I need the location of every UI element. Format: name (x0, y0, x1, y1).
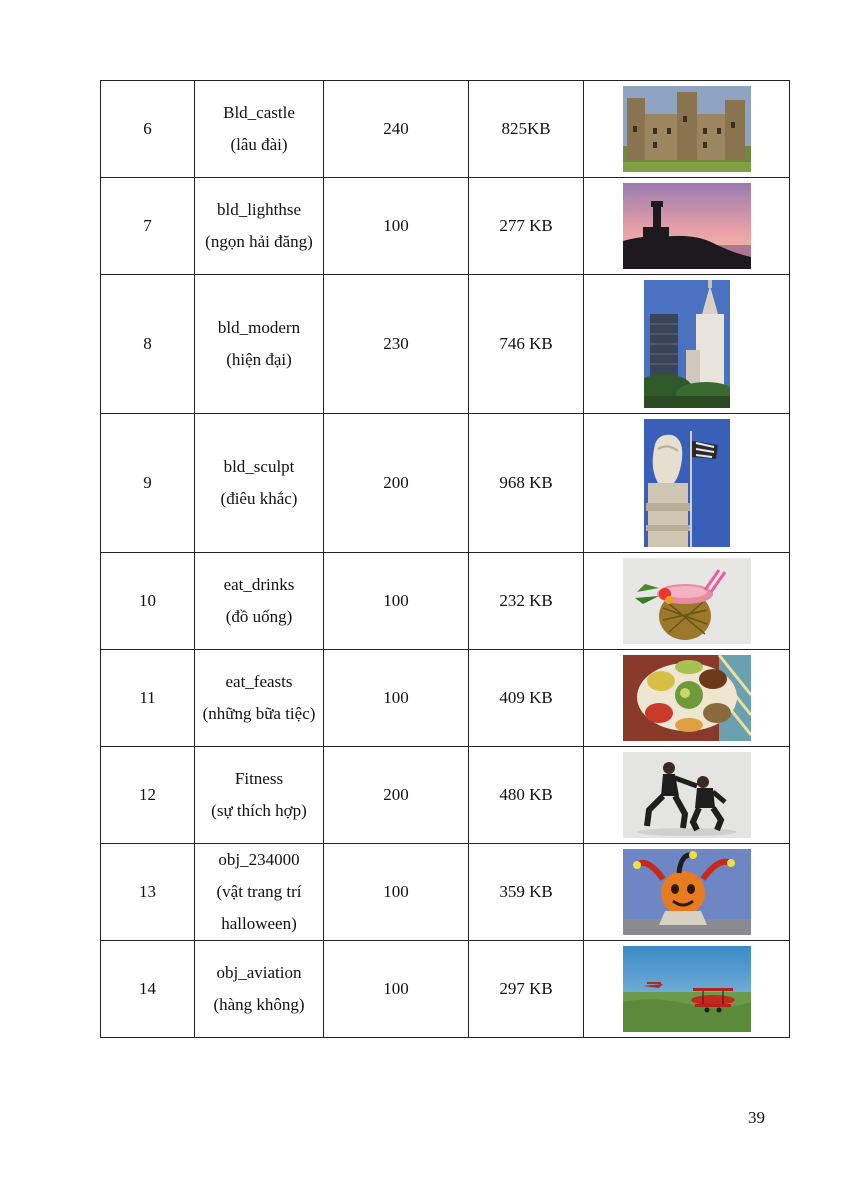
image-count: 100 (324, 650, 469, 747)
table-row (101, 941, 790, 1038)
category-cell (195, 747, 324, 844)
image-count: 240 (324, 81, 469, 178)
page-number: 39 (748, 1108, 765, 1127)
table-row (101, 553, 790, 650)
category-cell (195, 844, 324, 941)
category-name: eat_drinks (223, 575, 295, 594)
category-desc: (hiện đại) (226, 350, 292, 369)
category-desc: (hàng không) (213, 995, 305, 1014)
file-size: 825KB (469, 81, 584, 178)
category-name: bld_modern (217, 318, 301, 337)
image-count: 100 (324, 941, 469, 1038)
row-index: 8 (101, 275, 195, 414)
category-cell (195, 414, 324, 553)
row-index: 11 (101, 650, 195, 747)
feast-photo (623, 655, 751, 741)
thumbnail-cell (584, 844, 790, 941)
category-name: bld_sculpt (223, 457, 295, 476)
file-size: 409 KB (469, 650, 584, 747)
file-size: 968 KB (469, 414, 584, 553)
image-category-table (100, 80, 790, 1038)
modern-building-photo (644, 280, 730, 408)
category-cell (195, 81, 324, 178)
table-row (101, 178, 790, 275)
category-cell (195, 650, 324, 747)
thumbnail-cell (584, 414, 790, 553)
thumbnail-cell (584, 178, 790, 275)
table-row (101, 844, 790, 941)
thumbnail-cell (584, 747, 790, 844)
table-row (101, 414, 790, 553)
castle-photo (623, 86, 751, 172)
thumbnail-cell (584, 553, 790, 650)
file-size: 277 KB (469, 178, 584, 275)
table-row (101, 81, 790, 178)
file-size: 232 KB (469, 553, 584, 650)
row-index: 7 (101, 178, 195, 275)
thumbnail-cell (584, 81, 790, 178)
category-name: obj_aviation (216, 963, 302, 982)
table-row (101, 747, 790, 844)
image-count: 200 (324, 414, 469, 553)
row-index: 6 (101, 81, 195, 178)
lighthouse-photo (623, 183, 751, 269)
table-row (101, 650, 790, 747)
thumbnail-cell (584, 650, 790, 747)
halloween-photo (623, 849, 751, 935)
row-index: 9 (101, 414, 195, 553)
category-desc: (ngọn hải đăng) (205, 232, 313, 251)
table-row (101, 275, 790, 414)
category-name: bld_lighthse (216, 200, 302, 219)
category-name: Fitness (234, 769, 284, 788)
row-index: 13 (101, 844, 195, 941)
category-cell (195, 178, 324, 275)
category-desc: (những bữa tiệc) (202, 704, 316, 723)
category-cell (195, 941, 324, 1038)
thumbnail-cell (584, 275, 790, 414)
thumbnail-cell (584, 941, 790, 1038)
file-size: 746 KB (469, 275, 584, 414)
category-name: obj_234000 (218, 850, 300, 869)
category-desc: (vật trang trí halloween) (216, 882, 302, 933)
category-cell (195, 553, 324, 650)
image-count: 200 (324, 747, 469, 844)
file-size: 480 KB (469, 747, 584, 844)
file-size: 359 KB (469, 844, 584, 941)
row-index: 14 (101, 941, 195, 1038)
image-count: 100 (324, 553, 469, 650)
file-size: 297 KB (469, 941, 584, 1038)
category-desc: (sự thích hợp) (211, 801, 307, 820)
biplane-photo (623, 946, 751, 1032)
image-count: 100 (324, 844, 469, 941)
image-count: 100 (324, 178, 469, 275)
pineapple-drink-photo (623, 558, 751, 644)
image-count: 230 (324, 275, 469, 414)
sculpture-photo (644, 419, 730, 547)
row-index: 10 (101, 553, 195, 650)
category-desc: (lâu đài) (230, 135, 288, 154)
category-desc: (điêu khắc) (220, 489, 298, 508)
category-name: eat_feasts (225, 672, 293, 691)
category-cell (195, 275, 324, 414)
row-index: 12 (101, 747, 195, 844)
category-desc: (đồ uống) (225, 607, 293, 626)
fitness-photo (623, 752, 751, 838)
category-name: Bld_castle (223, 103, 295, 122)
